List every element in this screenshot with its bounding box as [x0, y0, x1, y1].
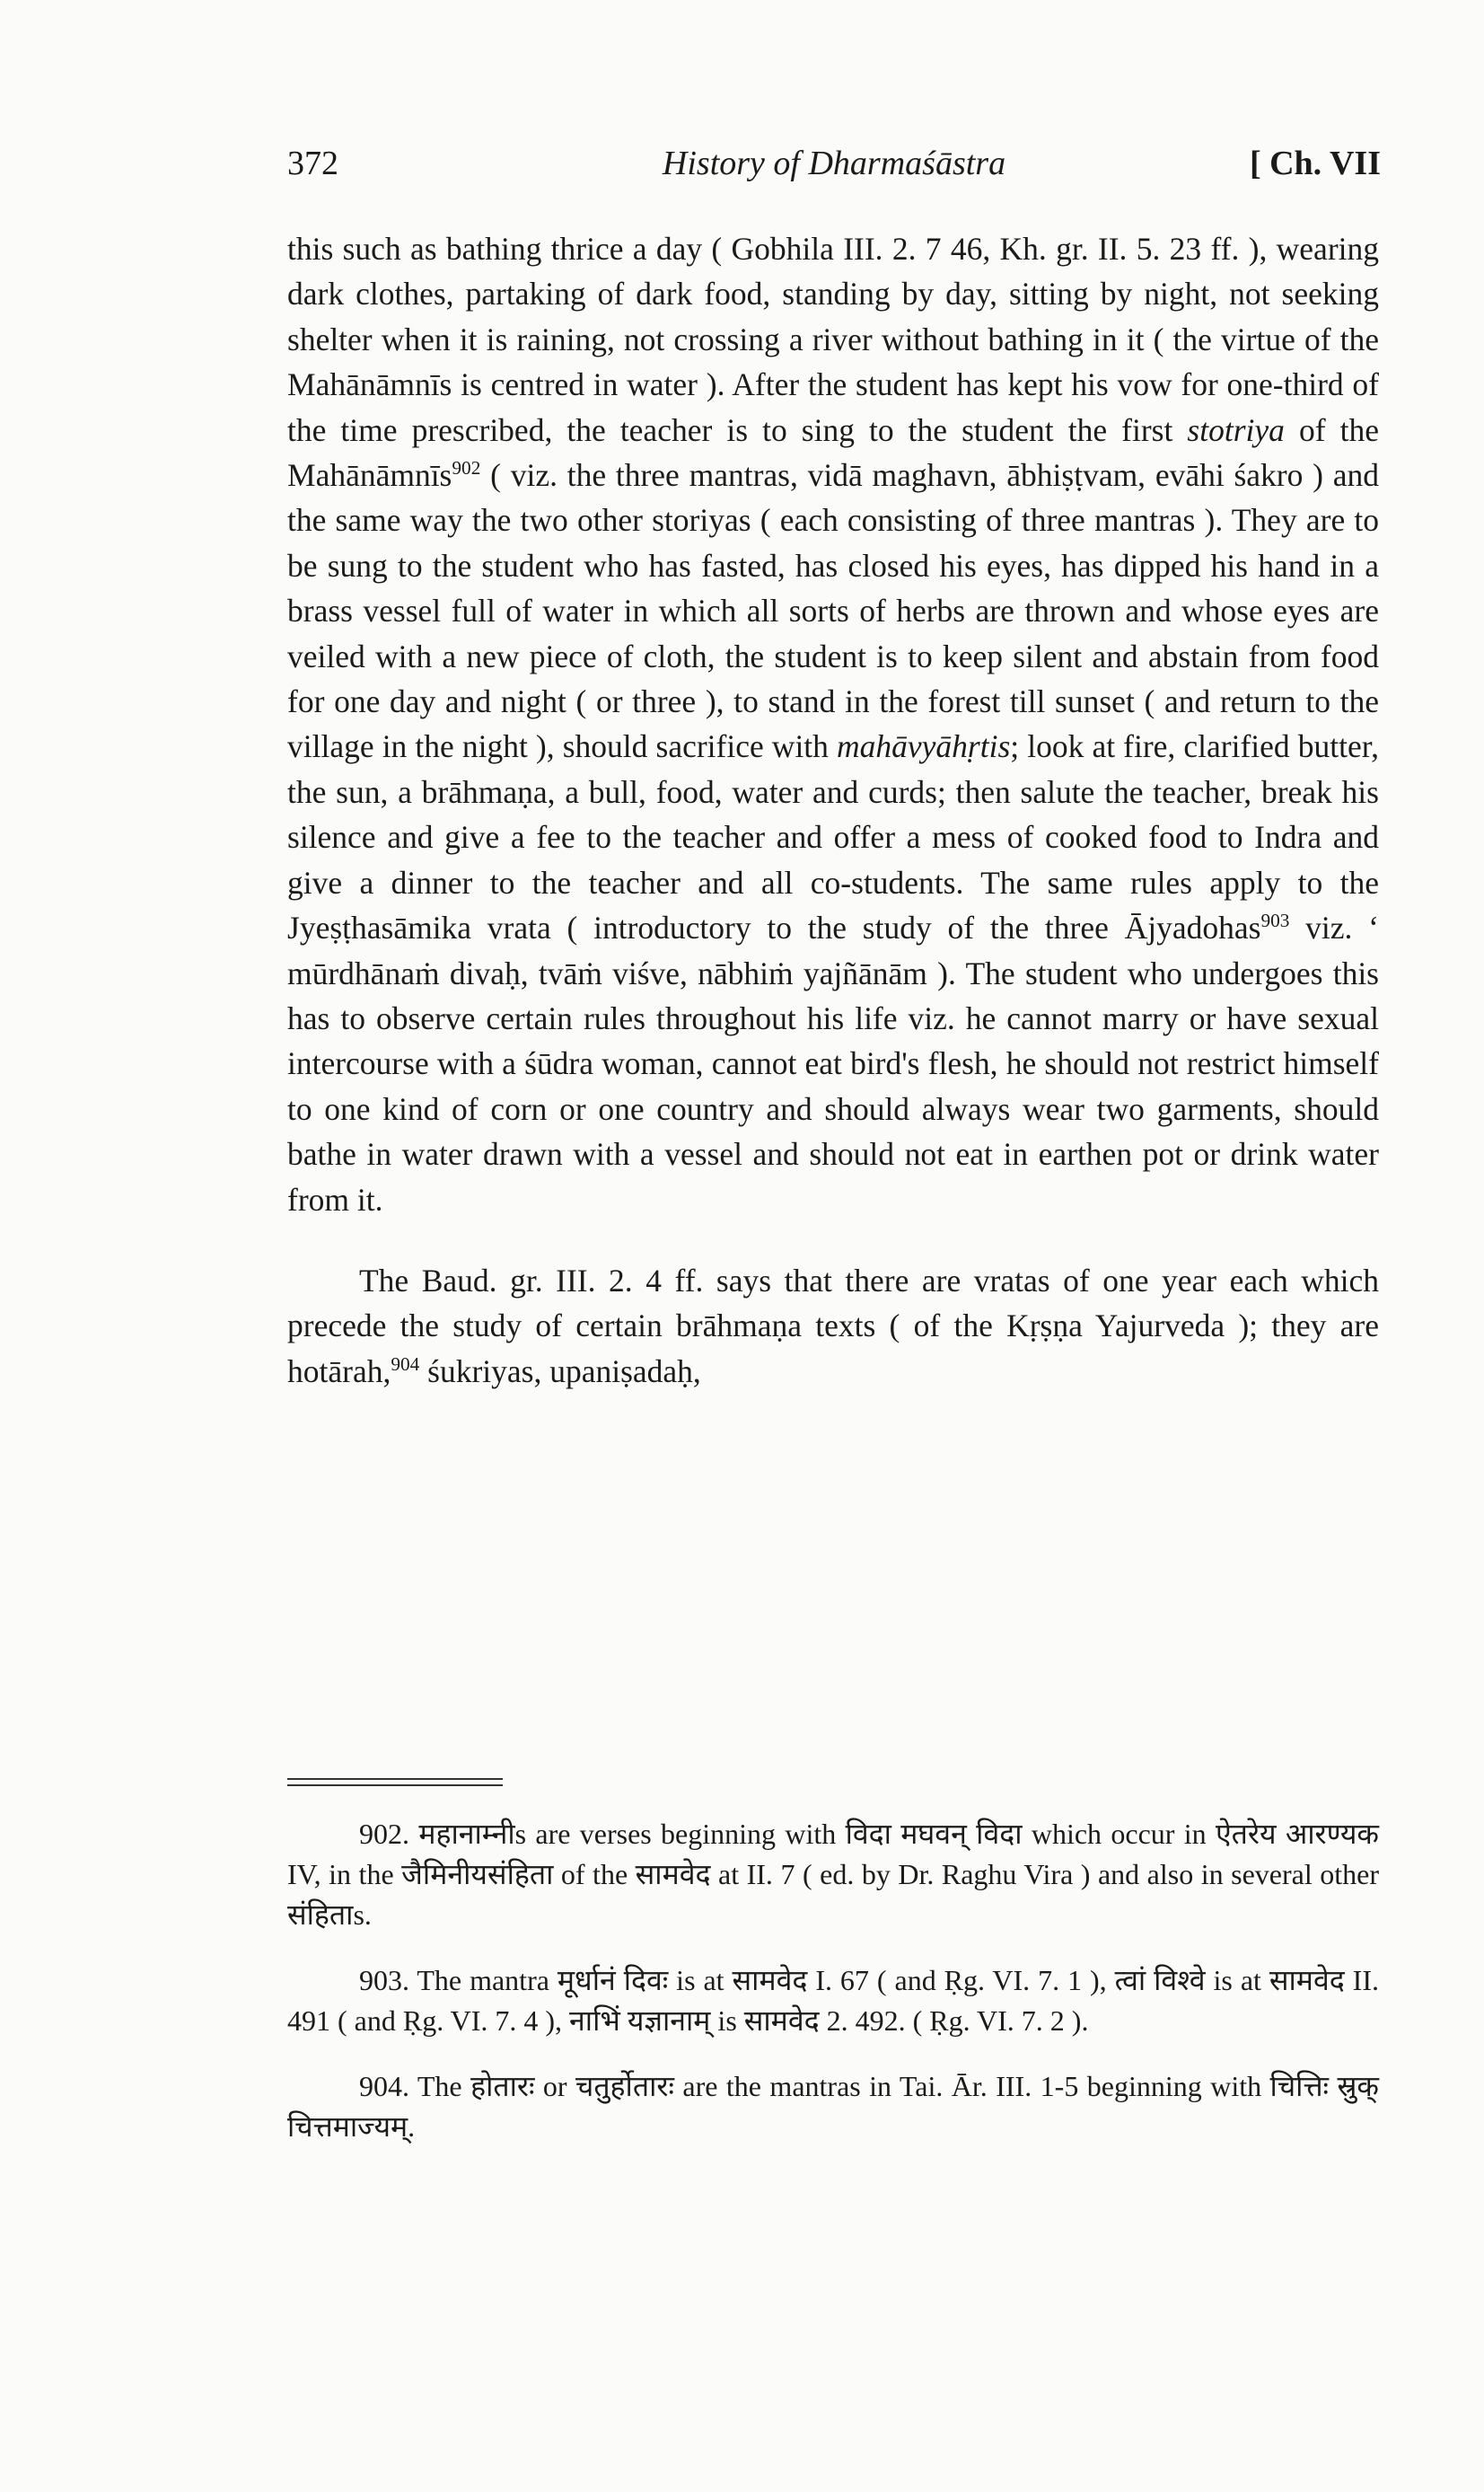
footnote-903: 903. The mantra मूर्धानं दिवः is at सामवेद I. 67 ( and Ṛg. VI. 7. 1 ), त्वां विश्वे is at सामवेद II. 491 ( and Ṛg. VI. 7. 4 ), नाभिं यज्ञानाम् is सामवेद 2. 492. ( Ṛg. VI. 7. 2 ).: [287, 1964, 1379, 2037]
footnote-ref-904[interactable]: 904: [391, 1352, 420, 1375]
paragraph-2: [287, 1258, 1379, 1394]
text-run: this such as bathing thrice a day ( Gobhila III. 2. 7 46, Kh. gr. II. 5. 23 ff. ), wearing dark clothes, partaking of dark food, standing by day, sitting by night, not seeking shelter when it is raining, not crossing a river without bathing in it ( the virtue of the Mahānāmnīs is centred in water ). After the student has kept his vow for one-third of the time prescribed, the teacher is to sing to the student the first: [287, 231, 1379, 448]
footnote-902: 902. महानाम्नीs are verses beginning with विदा मघवन् विदा which occur in ऐतरेय आरण्यक IV, in the जैमिनीयसंहिता of the सामवेद at II. 7 ( ed. by Dr. Raghu Vira ) and also in several other संहिताs.: [287, 1818, 1379, 1931]
running-title: History of Dharmaśāstra: [662, 145, 1006, 182]
text-run: of the Mahānāmnīs: [287, 411, 1379, 494]
text-run: The Baud. gr. III. 2. 4 ff. says that there are vratas of one year each which precede the study of certain brāhmaṇa texts ( of the Kṛṣṇa Yajurveda ); they are hotārah,: [287, 1262, 1379, 1389]
footnotes: [287, 1814, 1379, 2172]
chapter-label: [ Ch. VII: [1249, 145, 1381, 182]
text-run: śukriyas, upaniṣadaḥ,: [419, 1352, 701, 1389]
main-text: [287, 226, 1379, 1394]
italic-term: stotriya: [1187, 411, 1285, 448]
footnote-ref-903[interactable]: 903: [1260, 910, 1290, 932]
footnote-904: 904. The होतारः or चतुर्होतारः are the mantras in Tai. Ār. III. 1-5 beginning with चित्तिः स्रुक् चित्तमाज्यम्.: [287, 2070, 1379, 2143]
page-header: [287, 144, 1381, 198]
text-run: ( viz. the three mantras, vidā maghavn, ābhiṣṭvam, evāhi śakro ) and the same way the two other storiyas ( each consisting of three mantras ). They are to be sung to the student who has fasted, has closed his eyes, has dipped his hand in a brass vessel full of water in which all sorts of herbs are thrown and whose eyes are veiled with a new piece of cloth, the student is to keep silent and abstain from food for one day and night ( or three ), to stand in the forest till sunset ( and return to the village in the night ), should sacrifice with: [287, 457, 1379, 765]
text-run: viz. ‘ mūrdhānaṁ divaḥ, tvāṁ viśve, nābhiṁ yajñānām ). The student who undergoes this has to observe certain rules throughout his life viz. he cannot marry or have sexual intercourse with a śūdra woman, cannot eat bird's flesh, he should not restrict himself to one kind of corn or one country and should always wear two garments, should bathe in water drawn with a vessel and should not eat in earthen pot or drink water from it.: [287, 910, 1379, 1218]
footnote-separator: [287, 1778, 503, 1791]
text-run: ; look at fire, clarified butter, the sun, a brāhmaṇa, a bull, food, water and curds; then salute the teacher, break his silence and give a fee to the teacher and offer a mess of cooked food to Indra and give a dinner to the teacher and all co-students. The same rules apply to the Jyeṣṭhasāmika vrata ( introductory to the study of the three Ājyadohas: [287, 728, 1379, 947]
italic-term: mahāvyāhṛtis: [837, 728, 1011, 765]
footnote-ref-902[interactable]: 902: [452, 457, 481, 480]
paragraph-1: [287, 226, 1379, 1222]
page-number: 372: [287, 145, 338, 182]
